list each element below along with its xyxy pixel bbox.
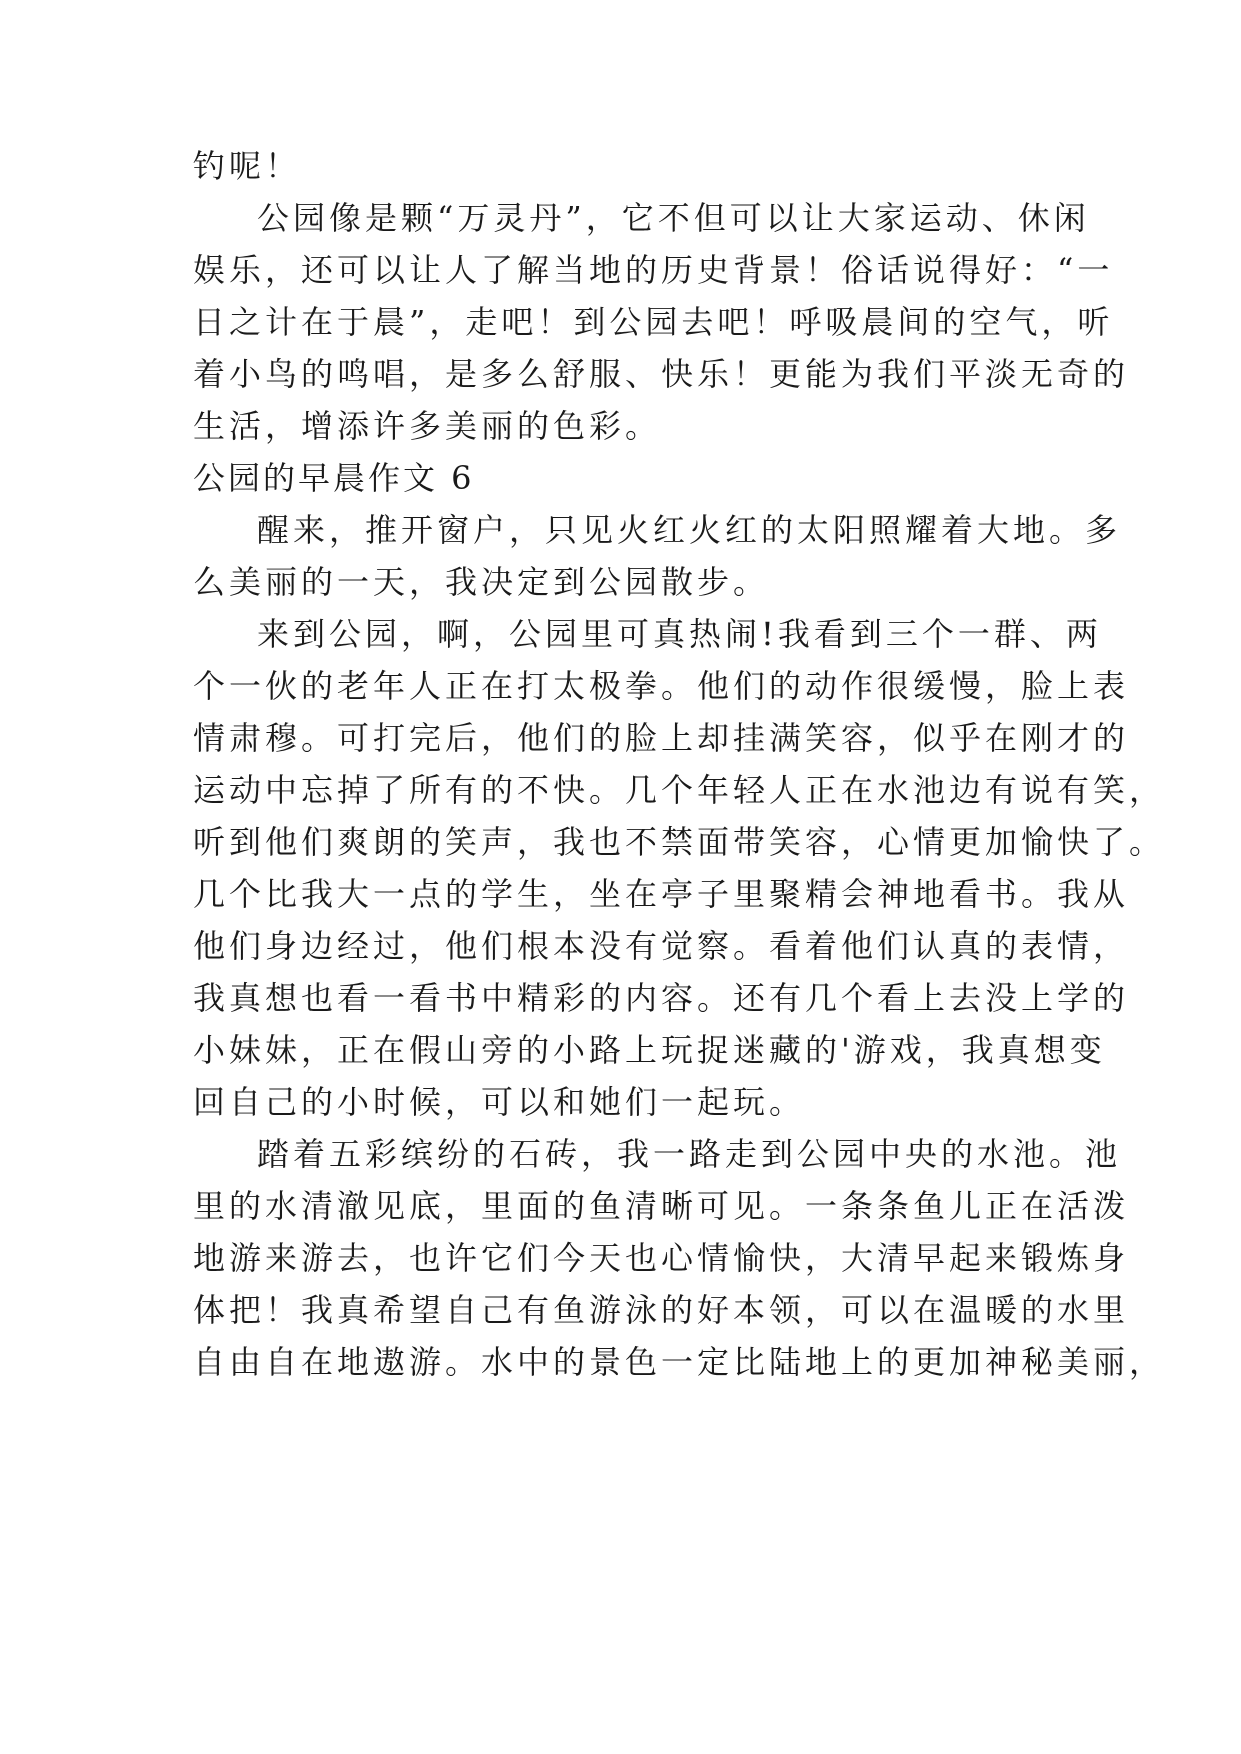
- text-line: 么美丽的一天，我决定到公园散步。: [193, 563, 770, 601]
- paragraph-start-line: 醒来，推开窗户，只见火红火红的太阳照耀着大地。多: [257, 511, 1122, 549]
- text-line: 听到他们爽朗的笑声，我也不禁面带笑容，心情更加愉快了。: [193, 823, 1166, 861]
- section-heading: 公园的早晨作文 6: [193, 459, 475, 497]
- text-line: 日之计在于晨”，走吧！到公园去吧！呼吸晨间的空气，听: [193, 303, 1114, 341]
- text-line: 自由自在地遨游。水中的景色一定比陆地上的更加神秘美丽，: [193, 1343, 1166, 1381]
- text-line: 个一伙的老年人正在打太极拳。他们的动作很缓慢，脸上表: [193, 667, 1130, 705]
- text-line: 生活，增添许多美丽的色彩。: [193, 407, 662, 445]
- text-line: 情肃穆。可打完后，他们的脸上却挂满笑容，似乎在刚才的: [193, 719, 1130, 757]
- paragraph-start-line: 踏着五彩缤纷的石砖，我一路走到公园中央的水池。池: [257, 1135, 1122, 1173]
- text-line: 钓呢！: [193, 147, 302, 185]
- text-line: 回自己的小时候，可以和她们一起玩。: [193, 1083, 806, 1121]
- text-line: 娱乐，还可以让人了解当地的历史背景！俗话说得好：“一: [193, 251, 1114, 289]
- text-line: 地游来游去，也许它们今天也心情愉快，大清早起来锻炼身: [193, 1239, 1130, 1277]
- text-line: 里的水清澈见底，里面的鱼清晰可见。一条条鱼儿正在活泼: [193, 1187, 1130, 1225]
- paragraph-start-line: 公园像是颗“万灵丹”，它不但可以让大家运动、休闲: [257, 199, 1090, 237]
- text-line: 小妹妹，正在假山旁的小路上玩捉迷藏的'游戏，我真想变: [193, 1031, 1106, 1069]
- text-line: 我真想也看一看书中精彩的内容。还有几个看上去没上学的: [193, 979, 1130, 1017]
- text-line: 着小鸟的鸣唱，是多么舒服、快乐！更能为我们平淡无奇的: [193, 355, 1130, 393]
- text-line: 几个比我大一点的学生，坐在亭子里聚精会神地看书。我从: [193, 875, 1130, 913]
- text-line: 运动中忘掉了所有的不快。几个年轻人正在水池边有说有笑，: [193, 771, 1166, 809]
- text-line: 他们身边经过，他们根本没有觉察。看着他们认真的表情，: [193, 927, 1130, 965]
- text-line: 体把！我真希望自己有鱼游泳的好本领，可以在温暖的水里: [193, 1291, 1130, 1329]
- paragraph-start-line: 来到公园，啊，公园里可真热闹!我看到三个一群、两: [257, 615, 1102, 653]
